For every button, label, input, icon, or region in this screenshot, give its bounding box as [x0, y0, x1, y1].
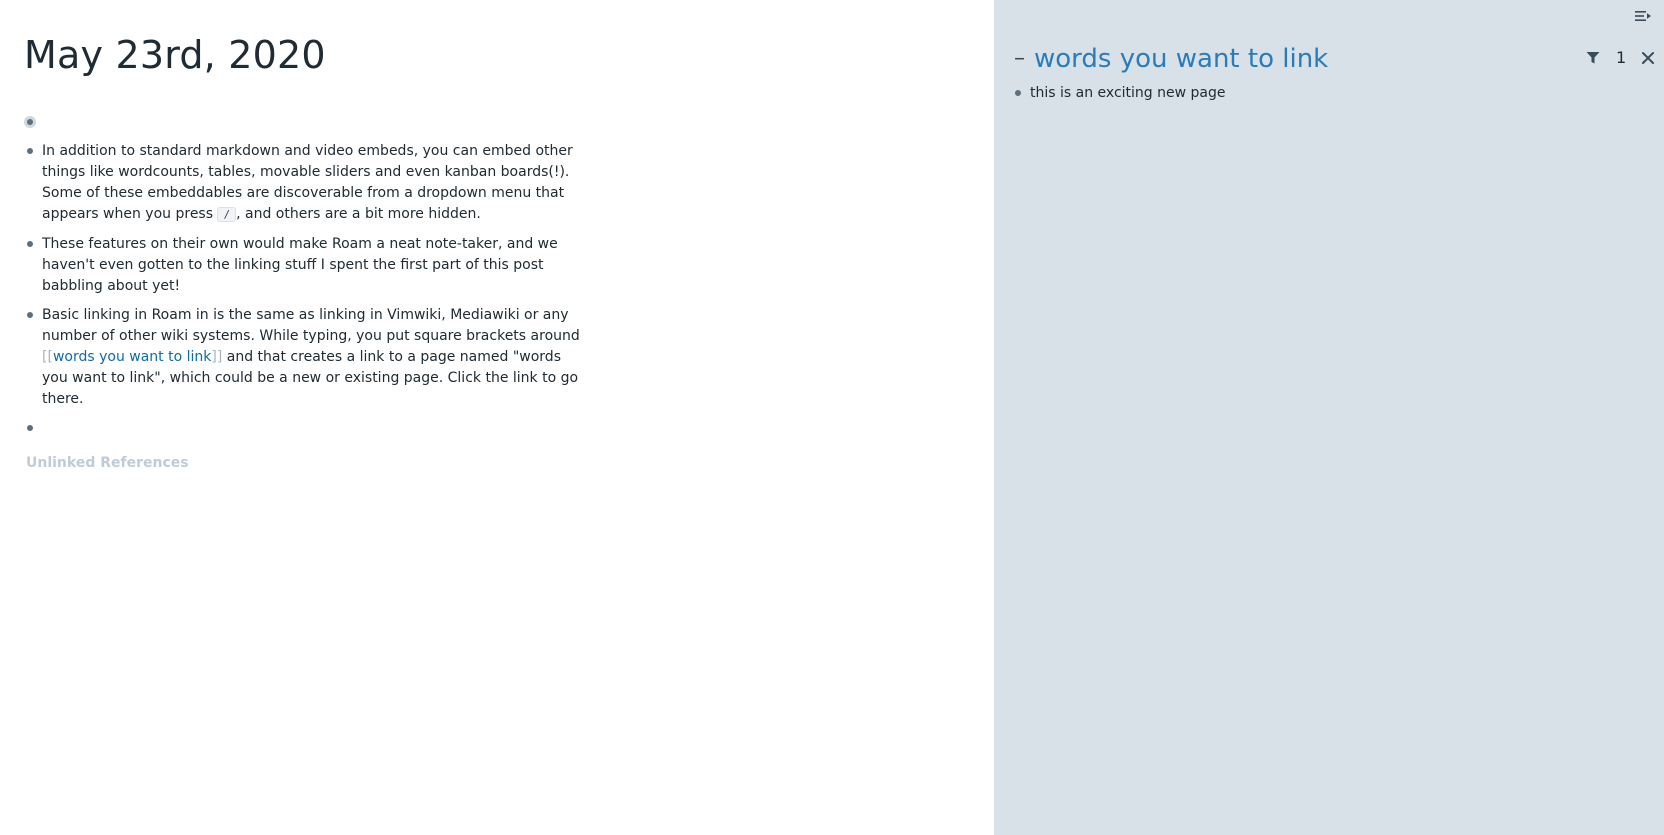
close-icon[interactable] [1641, 50, 1655, 64]
filter-icon[interactable] [1586, 50, 1600, 64]
block-item[interactable] [22, 141, 582, 225]
inline-code: / [217, 207, 236, 222]
page-link[interactable]: words you want to link [52, 349, 212, 365]
right-sidebar [994, 0, 1664, 835]
block-text[interactable]: this is an exciting new page [1030, 85, 1226, 101]
link-bracket-open: [[ [42, 349, 53, 365]
bullet-icon[interactable] [1012, 83, 1024, 104]
block-text[interactable] [42, 112, 582, 133]
block-item[interactable] [22, 305, 582, 410]
block-item[interactable] [22, 418, 582, 439]
bullet-icon[interactable] [24, 234, 36, 255]
collapse-toggle[interactable]: – [1014, 46, 1025, 71]
block-text-segment: Basic linking in Roam in is the same as linking in Vimwiki, Mediawiki or any number of other wiki systems. While typing, you put square brackets around [42, 307, 580, 344]
block-text[interactable] [42, 418, 582, 439]
block-item[interactable] [22, 234, 582, 297]
block-text-segment: and that creates a link to a page named "words you want to link", which could be a new or existing page. Click the link to go there. [42, 349, 579, 407]
sidebar-page-title[interactable]: words you want to link [1034, 44, 1329, 74]
page-title[interactable]: May 23rd, 2020 [24, 33, 326, 77]
block-item[interactable] [22, 112, 582, 133]
bullet-icon[interactable] [24, 116, 36, 128]
block-text-segment: In addition to standard markdown and video embeds, you can embed other things like wordcounts, tables, movable sliders and even kanban boards(!). Some of these embeddables are discoverable from a dropdown menu that appears when you press [42, 143, 573, 222]
block-text-segment: , and others are a bit more hidden. [236, 206, 481, 222]
block-text[interactable] [42, 141, 582, 225]
block-text[interactable] [42, 305, 582, 410]
bullet-icon[interactable] [24, 141, 36, 162]
block-list [22, 112, 582, 447]
unlinked-references-toggle[interactable]: Unlinked References [26, 455, 189, 471]
right-sidebar-menu-icon[interactable] [1634, 8, 1652, 24]
sidebar-block-item[interactable] [1010, 83, 1225, 104]
block-text[interactable]: These features on their own would make Roam a neat note-taker, and we haven't even gotten to the linking stuff I spent the first part of this post babbling about yet! [42, 236, 558, 294]
bullet-icon[interactable] [24, 305, 36, 326]
link-bracket-close: ]] [211, 349, 223, 365]
bullet-icon[interactable] [24, 418, 36, 439]
filter-count: 1 [1616, 48, 1627, 67]
